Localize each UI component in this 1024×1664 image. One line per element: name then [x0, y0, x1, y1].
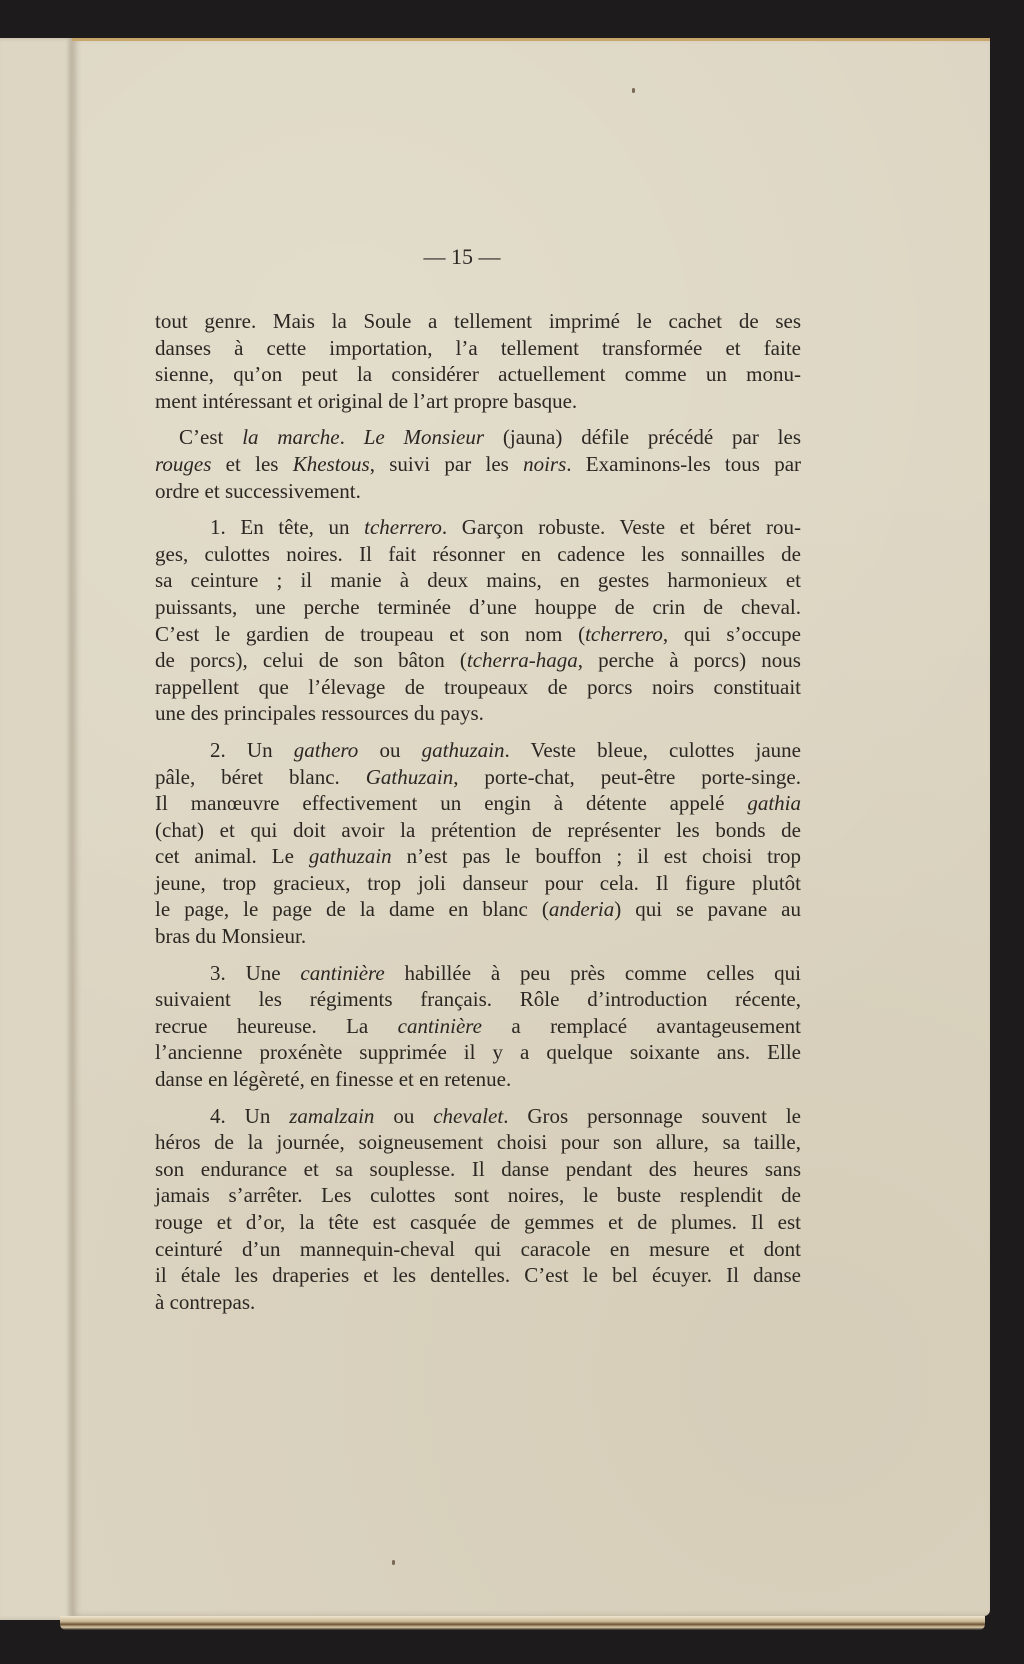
- text-line: 3. Une cantinière habillée à peu près comme celles qui: [210, 960, 801, 985]
- text-line: ment intéressant et original de l’art propre basque.: [155, 388, 578, 413]
- text-line: cet animal. Le gathuzain n’est pas le bouffon ; il est choisi trop: [155, 844, 801, 869]
- paragraph: [155, 424, 801, 504]
- text-line: rouges et les Khestous, suivi par les noirs. Examinons-les tous par: [155, 451, 802, 476]
- text-line: rappellent que l’élevage de troupeaux de porcs noirs constituait: [155, 674, 801, 699]
- text-line: une des principales ressources du pays.: [155, 701, 484, 726]
- text-line: ordre et successivement.: [155, 478, 361, 503]
- text-line: pâle, béret blanc. Gathuzain, porte-chat, peut-être porte-singe.: [155, 764, 801, 789]
- text-line: sienne, qu’on peut la considérer actuellement comme un monu-: [155, 362, 801, 387]
- page-stack-edge: [60, 1616, 985, 1630]
- text-line: danse en légèreté, en finesse et en retenue.: [155, 1067, 512, 1092]
- paper-speck: [632, 88, 635, 93]
- paragraph: [155, 737, 801, 950]
- text-line: danses à cette importation, l’a tellement transformée et faite: [155, 335, 801, 360]
- text-line: C’est le gardien de troupeau et son nom (tcherrero, qui s’occupe: [155, 621, 801, 646]
- text-line: jamais s’arrêter. Les culottes sont noires, le buste resplendit de: [155, 1183, 801, 1208]
- paragraph: [155, 1103, 801, 1316]
- text-line: il étale les draperies et les dentelles. C’est le bel écuyer. Il danse: [155, 1263, 801, 1288]
- text-line: jeune, trop gracieux, trop joli danseur pour cela. Il figure plutôt: [155, 870, 801, 895]
- paper-speck: [392, 1560, 395, 1565]
- text-line: son endurance et sa souplesse. Il danse pendant des heures sans: [155, 1156, 801, 1181]
- text-line: ceinturé d’un mannequin-cheval qui caracole en mesure et dont: [155, 1236, 801, 1261]
- paragraph: [155, 960, 801, 1093]
- text-line: ges, culottes noires. Il fait résonner en cadence les sonnailles de: [155, 541, 801, 566]
- text-line: recrue heureuse. La cantinière a remplacé avantageusement: [155, 1013, 801, 1038]
- text-line: l’ancienne proxénète supprimée il y a quelque soixante ans. Elle: [155, 1040, 801, 1065]
- text-line: suivaient les régiments français. Rôle d’introduction récente,: [155, 987, 801, 1012]
- text-line: à contrepas.: [155, 1289, 256, 1314]
- text-line: 1. En tête, un tcherrero. Garçon robuste. Veste et béret rou-: [210, 515, 801, 540]
- text-line: Il manœuvre effectivement un engin à détente appelé gathia: [155, 791, 801, 816]
- paragraph: [155, 308, 801, 414]
- text-line: 2. Un gathero ou gathuzain. Veste bleue, culottes jaune: [210, 737, 802, 762]
- page-body: [155, 308, 801, 1325]
- text-line: C’est la marche. Le Monsieur (jauna) défile précédé par les: [179, 425, 802, 450]
- text-line: puissants, une perche terminée d’une houppe de crin de cheval.: [155, 594, 801, 619]
- text-line: tout genre. Mais la Soule a tellement imprimé le cachet de ses: [155, 309, 801, 333]
- page-number: — 15 —: [423, 244, 501, 269]
- left-page-edge: [0, 38, 72, 1620]
- text-line: bras du Monsieur.: [155, 924, 307, 949]
- text-line: (chat) et qui doit avoir la prétention de représenter les bonds de: [155, 817, 801, 842]
- text-line: le page, le page de la dame en blanc (anderia) qui se pavane au: [155, 897, 801, 922]
- text-line: sa ceinture ; il manie à deux mains, en gestes harmonieux et: [155, 568, 801, 593]
- text-line: héros de la journée, soigneusement choisi pour son allure, sa taille,: [155, 1130, 801, 1155]
- text-line: 4. Un zamalzain ou chevalet. Gros personnage souvent le: [210, 1103, 801, 1128]
- text-line: de porcs), celui de son bâton (tcherra-haga, perche à porcs) nous: [155, 648, 801, 673]
- text-line: rouge et d’or, la tête est casquée de gemmes et de plumes. Il est: [155, 1210, 801, 1234]
- paragraph: [155, 514, 801, 727]
